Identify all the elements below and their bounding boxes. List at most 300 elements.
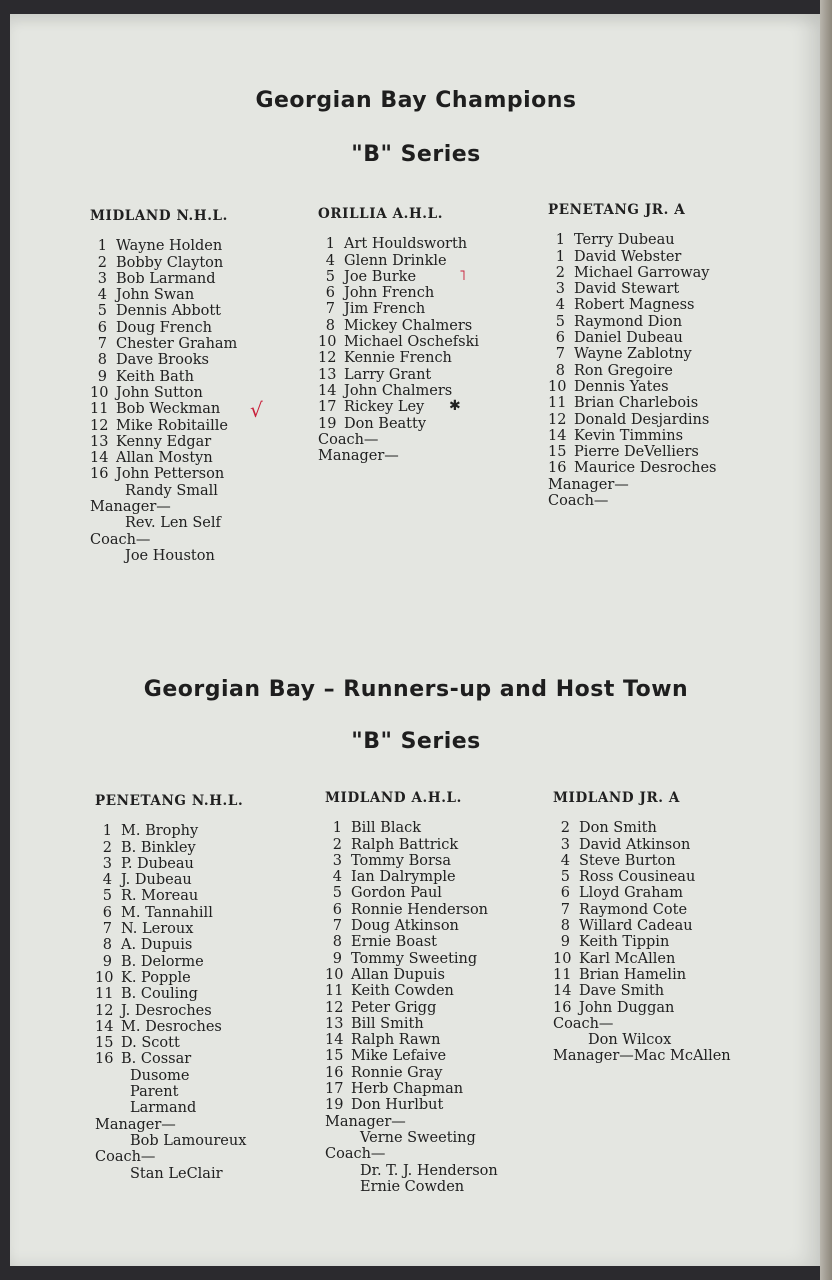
player-name: Doug French: [116, 319, 212, 336]
jersey-number: 11: [90, 401, 109, 418]
jersey-number: 12: [90, 417, 109, 434]
player-row: [90, 303, 237, 319]
jersey-number: 1: [325, 236, 335, 253]
team-name: ORILLIA A.H.L.: [318, 206, 443, 222]
jersey-number: 15: [95, 1035, 114, 1052]
jersey-number: 1: [332, 820, 342, 837]
player-row: [95, 872, 246, 888]
player-row: [95, 856, 246, 872]
player-name: J. Dubeau: [121, 872, 192, 889]
player-row: [553, 869, 731, 885]
team-name: MIDLAND JR. A: [553, 790, 680, 806]
player-name: N. Leroux: [121, 921, 194, 938]
jersey-number: 19: [325, 1097, 344, 1114]
jersey-number: 11: [325, 983, 344, 1000]
jersey-number: 5: [555, 313, 565, 330]
jersey-number: 16: [325, 1064, 344, 1081]
jersey-number: 17: [318, 399, 337, 416]
player-row: [90, 255, 237, 271]
jersey-number: 14: [553, 983, 572, 1000]
player-row: [325, 885, 498, 901]
handwritten-check-mark: √: [250, 398, 263, 422]
player-name: Kennie French: [344, 350, 452, 367]
jersey-number: 13: [90, 433, 109, 450]
player-name: Bob Weckman: [116, 401, 221, 418]
player-name: Bill Black: [351, 820, 422, 837]
player-row: [318, 383, 479, 399]
jersey-number: 7: [560, 901, 570, 918]
jersey-number: 14: [90, 450, 109, 467]
jersey-number: 13: [325, 1015, 344, 1032]
roster: [318, 236, 479, 464]
player-row: [95, 1051, 246, 1067]
jersey-number: 7: [555, 346, 565, 363]
jersey-number: 14: [548, 427, 567, 444]
staff-name: Dr. T. J. Henderson: [360, 1162, 498, 1179]
player-name: Gordon Paul: [351, 885, 442, 902]
player-row: [318, 285, 479, 301]
jersey-number: 5: [325, 268, 335, 285]
player-name: Willard Cadeau: [579, 918, 693, 935]
player-name: M. Brophy: [121, 823, 199, 840]
player-name: A. Dupuis: [121, 937, 193, 954]
roster: [325, 820, 498, 1195]
player-name: Ernie Boast: [351, 934, 437, 951]
player-row: [95, 905, 246, 921]
jersey-number: 6: [560, 885, 570, 902]
player-name: Robert Magness: [574, 297, 695, 314]
jersey-number: 10: [95, 969, 114, 986]
player-name: Ralph Battrick: [351, 836, 459, 853]
jersey-number: 16: [90, 466, 109, 483]
team-midland-ahl: [325, 790, 498, 1195]
player-name: Daniel Dubeau: [574, 330, 683, 347]
player-row: [318, 334, 479, 350]
jersey-number: 5: [560, 869, 570, 886]
jersey-number: 7: [332, 918, 342, 935]
player-name: R. Moreau: [121, 888, 199, 905]
jersey-number: 4: [325, 252, 335, 269]
player-name: John Duggan: [579, 999, 675, 1016]
player-name: Dave Smith: [579, 983, 665, 1000]
player-name: David Stewart: [574, 281, 680, 298]
player-name: Bob Larmand: [116, 270, 216, 287]
player-row: [325, 902, 498, 918]
jersey-number: 4: [97, 287, 107, 304]
player-name: Pierre DeVelliers: [574, 444, 699, 461]
jersey-number: 6: [332, 901, 342, 918]
jersey-number: 12: [325, 999, 344, 1016]
player-name: Wayne Zablotny: [574, 346, 692, 363]
player-row: [95, 1003, 246, 1019]
staff-role: Coach—: [90, 531, 151, 548]
player-name: Peter Grigg: [351, 999, 437, 1016]
player-row: [548, 346, 717, 362]
runners-up-series: "B" Series: [351, 729, 481, 754]
staff-name: Verne Sweeting: [360, 1129, 476, 1146]
star-mark: ✱: [449, 398, 461, 414]
jersey-number: 6: [325, 285, 335, 302]
player-name: Ronnie Gray: [351, 1064, 443, 1081]
staff-role: Coach—: [325, 1146, 386, 1163]
player-row: [95, 954, 246, 970]
team-penetang-nhl: [95, 793, 246, 1182]
player-name: D. Scott: [121, 1035, 180, 1052]
player-row: [318, 301, 479, 317]
jersey-number: 12: [318, 350, 337, 367]
player-name: John Sutton: [116, 384, 203, 401]
staff-line: Coach—: [318, 431, 379, 448]
team-orillia-ahl: [318, 206, 479, 464]
player-name: Tommy Sweeting: [351, 950, 478, 967]
player-row: [553, 885, 731, 901]
player-row: [548, 395, 717, 411]
staff-line: Coach—: [548, 493, 609, 510]
player-name: Ian Dalrymple: [351, 869, 456, 886]
staff-name: Stan LeClair: [130, 1165, 223, 1182]
jersey-number: 7: [97, 336, 107, 353]
player-row: [325, 967, 498, 983]
player-name: Allan Dupuis: [351, 966, 446, 983]
player-name: Ralph Rawn: [351, 1032, 441, 1049]
jersey-number: 8: [97, 352, 107, 369]
jersey-number: 7: [325, 301, 335, 318]
staff-role: Coach—: [553, 1015, 614, 1032]
player-row: [90, 418, 237, 434]
player-name: M. Desroches: [121, 1018, 222, 1035]
player-row: [548, 379, 717, 395]
player-row: [325, 1048, 498, 1064]
player-row: [95, 970, 246, 986]
jersey-number: 11: [95, 986, 114, 1003]
player-name: Mike Lefaive: [351, 1048, 447, 1065]
player-name: M. Tannahill: [121, 904, 213, 921]
player-row: [548, 249, 717, 265]
player-row: [325, 1000, 498, 1016]
player-row: [553, 918, 731, 934]
team-midland-jr-a: [553, 790, 731, 1065]
player-name: Chester Graham: [116, 336, 238, 353]
jersey-number: 10: [548, 378, 567, 395]
player-row: [318, 416, 479, 432]
jersey-number: 1: [555, 232, 565, 249]
roster: [548, 232, 717, 509]
player-row: [553, 902, 731, 918]
player-row: [95, 937, 246, 953]
player-row: [95, 823, 246, 839]
jersey-number: 16: [95, 1051, 114, 1068]
player-row: [548, 412, 717, 428]
jersey-number: 16: [548, 460, 567, 477]
player-row: [95, 921, 246, 937]
jersey-number: 1: [102, 823, 112, 840]
player-row: [325, 837, 498, 853]
player-name: Michael Garroway: [574, 264, 710, 281]
jersey-number: 3: [102, 855, 112, 872]
player-row: [90, 401, 237, 417]
player-row: [95, 1019, 246, 1035]
player-name: Joe Burke: [344, 268, 417, 285]
player-name: Ron Gregoire: [574, 362, 673, 379]
champions-title: Georgian Bay Champions: [255, 88, 577, 113]
player-row: [325, 869, 498, 885]
player-name: Wayne Holden: [116, 238, 223, 255]
jersey-number: 5: [97, 303, 107, 320]
jersey-number: 7: [102, 921, 112, 938]
player-name: Mickey Chalmers: [344, 317, 473, 334]
player-row: [325, 934, 498, 950]
player-row: [95, 1035, 246, 1051]
player-name: Michael Oschefski: [344, 334, 480, 351]
player-row: [90, 369, 237, 385]
player-row: [553, 837, 731, 853]
player-name: Karl McAllen: [579, 950, 676, 967]
player-row: [548, 444, 717, 460]
player-name: Bobby Clayton: [116, 254, 224, 271]
jersey-number: 8: [555, 362, 565, 379]
player-row: [90, 336, 237, 352]
player-name: Allan Mostyn: [116, 450, 213, 467]
player-row: [325, 1016, 498, 1032]
player-row: [553, 853, 731, 869]
staff-line: Manager—: [318, 448, 399, 465]
player-row: [548, 281, 717, 297]
player-name: Terry Dubeau: [574, 232, 675, 249]
jersey-number: 2: [102, 839, 112, 856]
roster: [95, 823, 246, 1182]
player-name: John Swan: [116, 287, 195, 304]
player-name: P. Dubeau: [121, 855, 194, 872]
jersey-number: 3: [560, 836, 570, 853]
player-row: [325, 1032, 498, 1048]
staff-name: Rev. Len Self: [125, 515, 221, 532]
player-name: Dennis Yates: [574, 378, 669, 395]
extra-player: Parent: [130, 1084, 179, 1101]
jersey-number: 2: [97, 254, 107, 271]
player-name: Raymond Cote: [579, 901, 688, 918]
jersey-number: 4: [555, 297, 565, 314]
player-row: [95, 986, 246, 1002]
jersey-number: 3: [555, 281, 565, 298]
player-row: [548, 330, 717, 346]
jersey-number: 10: [553, 950, 572, 967]
player-name: John French: [344, 285, 435, 302]
player-name: Brian Hamelin: [579, 966, 687, 983]
player-row: [325, 951, 498, 967]
roster: [90, 238, 237, 564]
player-row: [325, 1081, 498, 1097]
jersey-number: 1: [97, 238, 107, 255]
jersey-number: 10: [90, 384, 109, 401]
booklet-spine: [820, 0, 832, 1280]
jersey-number: 2: [332, 836, 342, 853]
player-row: [90, 238, 237, 254]
jersey-number: 15: [325, 1048, 344, 1065]
player-row: [325, 918, 498, 934]
player-name: Mike Robitaille: [116, 417, 228, 434]
player-row: [95, 840, 246, 856]
team-midland-nhl: [90, 208, 237, 564]
jersey-number: 6: [102, 904, 112, 921]
team-name: MIDLAND A.H.L.: [325, 790, 462, 806]
player-name: Raymond Dion: [574, 313, 683, 330]
player-row: [318, 236, 479, 252]
jersey-number: 6: [555, 330, 565, 347]
player-name: Don Beatty: [344, 415, 427, 432]
extra-player: Larmand: [130, 1100, 197, 1117]
team-penetang-jr-a: [548, 202, 717, 509]
player-row: [90, 434, 237, 450]
player-name: Steve Burton: [579, 852, 676, 869]
jersey-number: 2: [555, 264, 565, 281]
player-row: [553, 1000, 731, 1016]
player-name: John Chalmers: [344, 382, 453, 399]
player-row: [548, 232, 717, 248]
player-name: Kenny Edgar: [116, 433, 212, 450]
player-name: Don Smith: [579, 820, 657, 837]
player-name: Keith Cowden: [351, 983, 454, 1000]
player-name: David Webster: [574, 248, 682, 265]
jersey-number: 15: [548, 444, 567, 461]
player-row: [325, 1097, 498, 1113]
player-row: [325, 1065, 498, 1081]
jersey-number: 9: [560, 934, 570, 951]
jersey-number: 14: [95, 1018, 114, 1035]
player-name: Maurice Desroches: [574, 460, 717, 477]
jersey-number: 8: [325, 317, 335, 334]
player-name: Donald Desjardins: [574, 411, 710, 428]
player-name: Keith Bath: [116, 368, 194, 385]
player-row: [548, 363, 717, 379]
player-name: Glenn Drinkle: [344, 252, 447, 269]
player-name: B. Binkley: [121, 839, 196, 856]
jersey-number: 3: [332, 852, 342, 869]
player-row: [553, 967, 731, 983]
jersey-number: 3: [97, 270, 107, 287]
jersey-number: 2: [560, 820, 570, 837]
team-name: PENETANG JR. A: [548, 202, 686, 218]
jersey-number: 10: [318, 334, 337, 351]
player-row: [553, 820, 731, 836]
jersey-number: 17: [325, 1081, 344, 1098]
jersey-number: 10: [325, 966, 344, 983]
player-row: [553, 951, 731, 967]
jersey-number: 12: [95, 1002, 114, 1019]
player-row: [553, 934, 731, 950]
jersey-number: 12: [548, 411, 567, 428]
player-row: [318, 350, 479, 366]
champions-series: "B" Series: [351, 142, 481, 167]
staff-name: Joe Houston: [125, 547, 215, 564]
player-name: David Atkinson: [579, 836, 691, 853]
staff-role: Manager—: [325, 1113, 406, 1130]
staff-role: Coach—: [95, 1149, 156, 1166]
jersey-number: 5: [332, 885, 342, 902]
player-name: Jim French: [344, 301, 426, 318]
jersey-number: 8: [332, 934, 342, 951]
player-row: [90, 466, 237, 482]
player-name: B. Couling: [121, 986, 198, 1003]
player-name: Herb Chapman: [351, 1081, 464, 1098]
player-name: Larry Grant: [344, 366, 432, 383]
player-name: K. Popple: [121, 969, 191, 986]
handwritten-tick-mark: ˥: [459, 268, 466, 284]
staff-name: Bob Lamoureux: [130, 1132, 247, 1149]
player-name: Tommy Borsa: [351, 852, 451, 869]
player-row: [548, 265, 717, 281]
jersey-number: 16: [553, 999, 572, 1016]
jersey-number: 4: [332, 869, 342, 886]
player-row: [325, 983, 498, 999]
player-name: Bill Smith: [351, 1015, 424, 1032]
player-row: [90, 287, 237, 303]
jersey-number: 11: [553, 966, 572, 983]
player-row: [318, 253, 479, 269]
player-name: J. Desroches: [121, 1002, 212, 1019]
extra-player: Dusome: [130, 1067, 190, 1084]
jersey-number: 1: [555, 248, 565, 265]
jersey-number: 14: [318, 382, 337, 399]
player-row: [90, 352, 237, 368]
staff-role: Manager—: [95, 1116, 176, 1133]
player-row: [90, 450, 237, 466]
jersey-number: 8: [102, 937, 112, 954]
player-name: Rickey Ley: [344, 399, 425, 416]
jersey-number: 9: [332, 950, 342, 967]
staff-name: Don Wilcox: [588, 1032, 672, 1049]
jersey-number: 11: [548, 395, 567, 412]
player-row: [325, 820, 498, 836]
jersey-number: 13: [318, 366, 337, 383]
player-name: Dennis Abbott: [116, 303, 221, 320]
jersey-number: 5: [102, 888, 112, 905]
player-row: [95, 888, 246, 904]
player-name: Keith Tippin: [579, 934, 670, 951]
player-name: B. Delorme: [121, 953, 204, 970]
jersey-number: 14: [325, 1032, 344, 1049]
player-row: [90, 320, 237, 336]
player-name: Don Hurlbut: [351, 1097, 444, 1114]
jersey-number: 9: [97, 368, 107, 385]
extra-player: Randy Small: [125, 482, 218, 499]
player-name: Ronnie Henderson: [351, 901, 489, 918]
player-row: [548, 297, 717, 313]
player-row: [548, 428, 717, 444]
player-row: [318, 367, 479, 383]
player-name: Dave Brooks: [116, 352, 209, 369]
player-name: B. Cossar: [121, 1051, 192, 1068]
player-row: [318, 318, 479, 334]
staff-line: Manager—Mac McAllen: [553, 1048, 731, 1065]
player-row: [325, 853, 498, 869]
staff-role: Manager—: [90, 499, 171, 516]
player-row: [90, 385, 237, 401]
jersey-number: 4: [102, 872, 112, 889]
jersey-number: 19: [318, 415, 337, 432]
player-row: [548, 314, 717, 330]
player-row: [90, 271, 237, 287]
player-row: [548, 460, 717, 476]
jersey-number: 4: [560, 852, 570, 869]
player-name: Ross Cousineau: [579, 869, 696, 886]
player-name: Lloyd Graham: [579, 885, 683, 902]
player-name: Kevin Timmins: [574, 427, 684, 444]
player-name: Doug Atkinson: [351, 918, 459, 935]
player-name: John Petterson: [116, 466, 225, 483]
jersey-number: 8: [560, 918, 570, 935]
team-name: MIDLAND N.H.L.: [90, 208, 228, 224]
runners-up-title: Georgian Bay – Runners-up and Host Town: [143, 677, 689, 702]
